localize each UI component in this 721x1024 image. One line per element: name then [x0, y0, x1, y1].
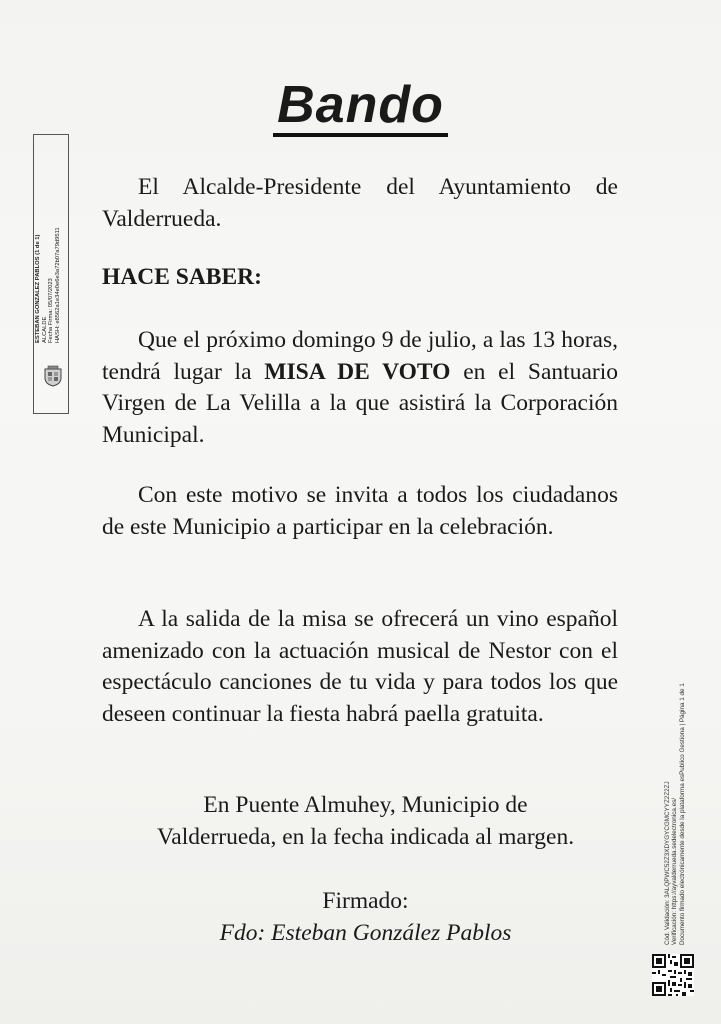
- document-title: Bando: [0, 78, 721, 137]
- signature-stamp-text: [35, 113, 61, 343]
- validation-code: Cód. Validación: 3ALQPWC52Z3XDYGYCGMCYYZ2Z2ZJ: [664, 781, 671, 945]
- qr-code-icon: [652, 954, 694, 996]
- intro-paragraph: El Alcalde-Presidente del Ayuntamiento de Valderrueda.: [102, 174, 618, 232]
- verification-text: [664, 625, 686, 945]
- stamp-role: ALCALDE: [41, 316, 48, 343]
- invitation-paragraph: Con este motivo se invita a todos los ciudadanos de este Municipio a participar en la celebración.: [102, 482, 618, 540]
- stamp-signer-name: ESTEBAN GONZALEZ PABLOS (1 de 1): [35, 234, 41, 343]
- announcement-heading: HACE SABER:: [102, 264, 262, 290]
- signature-block: [40, 886, 691, 949]
- mass-paragraph: Que el próximo domingo 9 de julio, a las 13 horas, tendrá lugar la MISA DE VOTO en el Santuario Virgen de La Velilla a la que asistirá la Corporación Municipal.: [102, 327, 618, 448]
- verification-url: Verificación: https://ayvalderrueda.sedelectronica.es/: [671, 797, 679, 945]
- signer-name: Fdo: Esteban González Pablos: [219, 919, 512, 946]
- closing-location: En Puente Almuhey, Municipio de Valderrueda, en la fecha indicada al margen.: [156, 792, 575, 850]
- highlight-mass-name: MISA DE VOTO: [264, 358, 451, 385]
- coat-of-arms-icon: [39, 365, 67, 387]
- platform-notice: Documento firmado electrónicamente desde la plataforma esPublico Gestiona | Página 1 de 1: [678, 683, 686, 945]
- stamp-hash: HASH: e8562a1e34e0e6e3a72b07a79d9511: [54, 227, 61, 343]
- signed-label: Firmado:: [322, 888, 409, 914]
- celebration-paragraph: A la salida de la misa se ofrecerá un vino español amenizado con la actuación musical de Nestor con el espectáculo canciones de tu vida y para todos los que deseen continuar la fiesta habrá paella gratuita.: [102, 606, 618, 727]
- stamp-date: Fecha Firma: 05/07/2023: [48, 278, 55, 343]
